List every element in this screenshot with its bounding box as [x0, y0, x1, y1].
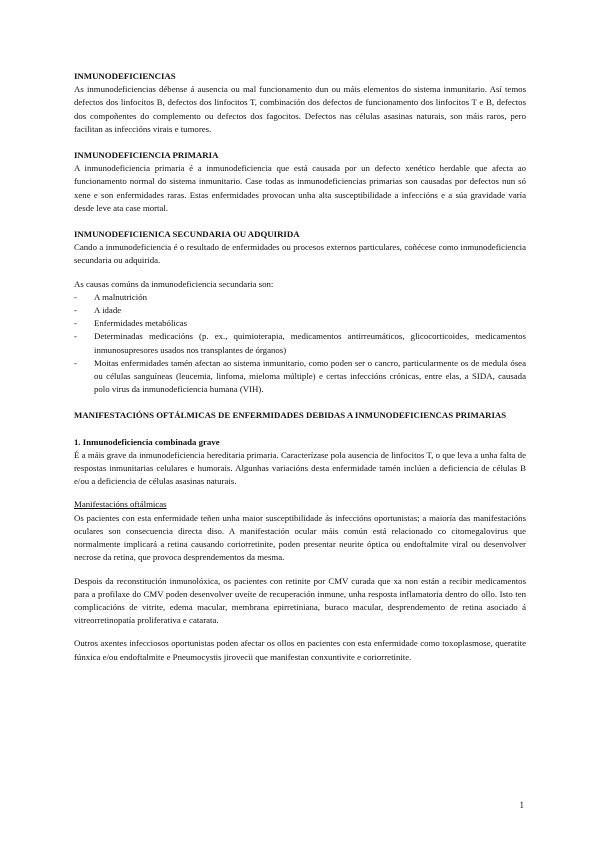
- list-item: - Enfermidades metabólicas: [74, 317, 526, 330]
- list-intro: As causas comúns da inmunodeficiencia secundaria son:: [74, 278, 274, 289]
- paragraph: Cando a inmunodeficiencia é o resultado de enfermidades ou procesos externos particulares, coñécese como inmunodeficiencia secundaria ou adquirida.: [74, 242, 526, 266]
- paragraph: Despois da reconstitución inmunolóxica, os pacientes con retinite por CMV curada que xa non están a recibir medicamentos para a profilaxe do CMV poden desenvolver uveíte de recuperación inmune, unha resposta inflamatoria dentro do ollo. Isto ten complicacións de vitrite, edema macular, membrana epirretiniana, buraco macular, desprendemento de retina asociado á vitreorretinopatía proliferativa e catarata.: [74, 575, 526, 626]
- section-title: INMUNODEFICIENCIA PRIMARIA: [74, 150, 219, 161]
- paragraph: Os pacientes con esta enfermidade teñen unha maior susceptibilidade ás infeccións oportunistas; a maioría das manifestacións oculares son consecuencia directa diso. A manifestación ocular máis común está relacionado co citomegalovirus que normalmente implicará a retina causando coriorretinite, poden presentar neurite óptica ou endoftalmite viral ou desenvolver necrose da retina, que provoca desprendementos da mesma.: [74, 512, 526, 563]
- document-page: [74, 70, 526, 664]
- list-item: - A idade: [74, 304, 526, 317]
- page-number: 1: [519, 800, 524, 810]
- list-item: - Determinadas medicacións (p. ex., quimioterapia, medicamentos antirreumáticos, glicocorticoides, medicamentos inmunosupresores usados nos transplantes de órganos): [74, 330, 526, 356]
- paragraph: A inmunodeficiencia primaria é a inmunodeficiencia que está causada por un defecto xenético herdable que afecta ao funcionamento normal do sistema inmunitario. Case todas as inmunodeficiencias primarias son causadas por defectos nun só xene e son enfermidades raras. Estas enfermidades provocan unha alta susceptibilidade a infeccións e a súa gravidade varía desde leve ata case mortal.: [74, 163, 526, 213]
- list-item: - Moitas enfermidades tamén afectan ao sistema inmunitario, como poden ser o cancro, particularmente os de medula ósea ou células sanguíneas (leucemia, linfoma, mieloma múltiple) e certas infeccións crónicas, entre elas, a SIDA, causada polo virus da inmunodeficiencia humana (VIH).: [74, 357, 526, 397]
- causes-list: [74, 291, 526, 397]
- paragraph: Outros axentes infecciosos oportunistas poden afectar os ollos en pacientes con esta enfermidade como toxoplasmose, queratite fúnxica e/ou endoftalmite e Pneumocystis jirovecii que manifestan conxuntivite e coriorretinite.: [74, 638, 526, 662]
- subheading-underlined: Manifestacións oftálmicas: [74, 499, 167, 510]
- paragraph: É a máis grave da inmunodeficiencia hereditaria primaria. Caracterízase pola ausencia de linfocitos T, o que leva a unha falta de respostas inmunitarias celulares e humorais. Algunhas variacións desta enfermidade tamén inclúen a deficiencia de células B e/ou a deficiencia de células asasinas naturais.: [74, 449, 526, 487]
- section-title: INMUNODEFICIENICA SECUNDARIA OU ADQUIRIDA: [74, 229, 300, 240]
- subsection-title: 1. Inmunodeficiencia combinada grave: [74, 436, 220, 447]
- section-title: MANIFESTACIÓNS OFTÁLMICAS DE ENFERMIDADES DEBIDAS A INMUNODEFICIENCAS PRIMARIAS: [74, 410, 507, 421]
- paragraph: As inmunodeficiencias débense á ausencia ou mal funcionamento dun ou máis elementos do sistema inmunitario. Así temos defectos dos linfocitos B, defectos dos linfocitos T, combinación dos defectos de funcionamento dos linfocitos T e B, defectos dos compoñentes do complemento ou defectos dos fagocitos. Defectos nas células asasinas naturais, son máis raros, pero facilitan as infeccións virais e tumores.: [74, 84, 526, 134]
- list-item: - A malnutrición: [74, 291, 526, 304]
- section-title: INMUNODEFICIENCIAS: [74, 71, 176, 81]
